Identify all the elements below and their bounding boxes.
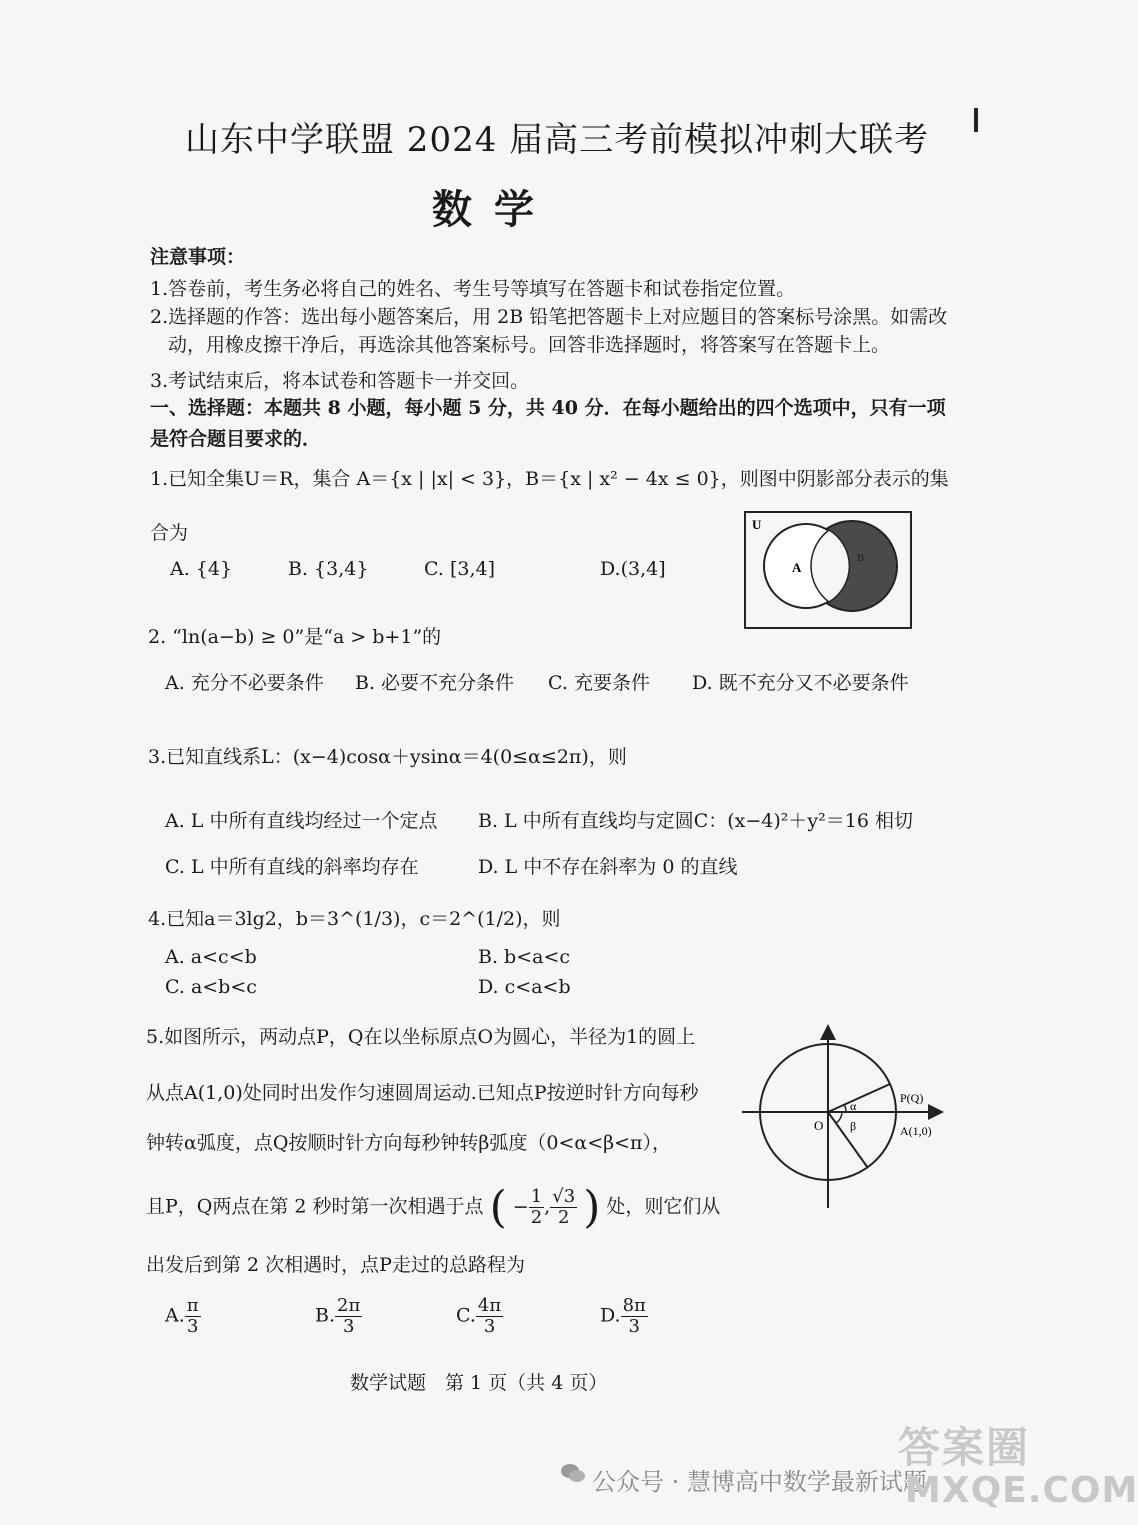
page-footer: 数学试题 第 1 页（共 4 页） [350,1372,608,1394]
q5-option-d-den: 3 [628,1315,640,1337]
q5-option-c-den: 3 [483,1315,496,1337]
q5-option-c-num: 4π [477,1295,502,1316]
label-a: A(1,0) [900,1124,932,1138]
q3-option-c: C. L 中所有直线的斜率均存在 [165,856,419,878]
venn-diagram [744,511,912,629]
label-origin: O [814,1118,824,1133]
watermark-account: 公众号 · 慧博高中数学最新试题 [592,1468,927,1496]
q5-paren-right: ) [583,1182,601,1233]
q5-point-y-den: 2 [557,1207,570,1228]
q5-stem-4a: 且P，Q两点在第 2 秒时第一次相遇于点 [146,1195,484,1218]
label-pq: P(Q) [900,1091,924,1105]
q4-option-d: D. c<a<b [478,976,571,998]
angle-beta-arc [836,1112,842,1123]
q5-point-x: − $\frac{1}{2}$ [512,1186,543,1228]
q5-point-x-den: 2 [530,1207,543,1228]
subject-title: 数学 [432,186,556,233]
q5-stem-4: 且P，Q两点在第 2 秒时第一次相遇于点 ( − $\frac{1}{2}$ , $\frac{√3}{2}$ ) 处，则它们从 [146,1182,721,1233]
ray-q [828,1112,868,1168]
q1-stem: 1.已知全集U＝R，集合 A＝{x | |x| < 3}，B＝{x | x² − 4x ≤ 0}，则图中阴影部分表示的集 [150,468,949,490]
q5-stem-4b: 处，则它们从 [606,1195,721,1218]
section-heading-cont: 是符合题目要求的． [150,428,322,450]
binding-mark [974,108,978,132]
exam-title: 山东中学联盟 2024 届高三考前模拟冲刺大联考 [185,120,930,160]
q1-stem-cont: 合为 [150,522,189,544]
venn-label-a: A [792,560,802,575]
q5-stem-2: 从点A(1,0)处同时出发作匀速圆周运动.已知点P按逆时针方向每秒 [146,1082,699,1104]
q4-stem: 4.已知a＝3lg2，b＝3^(1/3)，c＝2^(1/2)，则 [148,908,561,930]
notice-item-2: 2.选择题的作答：选出每小题答案后，用 2B 铅笔把答题卡上对应题目的答案标号涂黑。如需改 [150,306,948,328]
q3-option-b: B. L 中所有直线均与定圆C：(x−4)²＋y²＝16 相切 [478,810,913,832]
q5-option-b-label: B. [315,1304,336,1327]
q5-paren-left: ( [489,1182,507,1233]
q5-option-d [600,1296,648,1337]
venn-label-u: U [752,517,762,532]
q5-option-a-num: π [186,1295,199,1316]
q2-stem: 2. “ln(a−b) ≥ 0”是“a > b+1”的 [148,626,442,648]
q2-option-a: A. 充分不必要条件 [165,672,324,694]
notice-item-3: 3.考试结束后，将本试卷和答题卡一并交回。 [150,370,530,392]
venn-label-b: B [857,552,865,564]
q5-option-d-label: D. [600,1304,621,1327]
q5-option-d-num: 8π [622,1295,646,1316]
q5-point-y-num: √3 [552,1186,576,1208]
wechat-icon [560,1462,586,1484]
q5-option-a-den: 3 [186,1315,199,1337]
q2-option-d: D. 既不充分又不必要条件 [692,672,909,694]
ray-p [828,1084,890,1112]
q1-option-c: C. [3,4] [424,558,495,580]
label-beta: β [850,1119,857,1133]
q5-option-b [315,1296,362,1337]
notice-item-2-cont: 动，用橡皮擦干净后，再选涂其他答案标号。回答非选择题时，将答案写在答题卡上。 [168,334,891,356]
q4-option-b: B. b<a<c [478,946,571,968]
q5-option-a-label: A. [165,1304,185,1327]
q3-stem: 3.已知直线系L：(x−4)cosα＋ysinα＝4(0≤α≤2π)，则 [148,746,627,768]
q2-option-b: B. 必要不充分条件 [355,672,515,694]
q5-option-b-num: 2π [337,1295,361,1316]
notice-heading: 注意事项： [150,246,246,268]
section-heading: 一、选择题：本题共 8 小题，每小题 5 分，共 40 分．在每小题给出的四个选项中，只有一项 [150,397,946,419]
q1-option-d: D.(3,4] [600,558,666,580]
q5-option-b-den: 3 [342,1315,355,1337]
angle-alpha-arc [844,1104,846,1112]
unit-circle-diagram [738,1022,948,1212]
q3-option-a: A. L 中所有直线均经过一个定点 [165,810,438,832]
watermark-logo: 答案圈 [898,1423,1031,1472]
q5-option-a [165,1296,201,1337]
q1-option-a: A. {4} [170,558,233,580]
label-alpha: α [850,1099,857,1113]
q3-option-d: D. L 中不存在斜率为 0 的直线 [478,856,738,878]
q4-option-a: A. a<c<b [165,946,257,968]
q5-stem-5: 出发后到第 2 次相遇时，点P走过的总路程为 [146,1254,525,1276]
q5-point-x-num: 1 [530,1186,543,1208]
q2-option-c: C. 充要条件 [548,672,650,694]
q5-option-c [456,1296,503,1337]
q1-option-b: B. {3,4} [288,558,369,580]
notice-item-1: 1.答卷前，考生务必将自己的姓名、考生号等填写在答题卡和试卷指定位置。 [150,278,796,300]
watermark-site: MXQE.COM [905,1470,1138,1511]
q5-stem-3: 钟转α弧度，点Q按顺时针方向每秒钟转β弧度（0<α<β<π）， [146,1132,672,1154]
q5-option-c-label: C. [456,1304,476,1327]
q4-option-c: C. a<b<c [165,976,257,998]
q5-stem-1: 5.如图所示，两动点P，Q在以坐标原点O为圆心，半径为1的圆上 [146,1026,696,1048]
